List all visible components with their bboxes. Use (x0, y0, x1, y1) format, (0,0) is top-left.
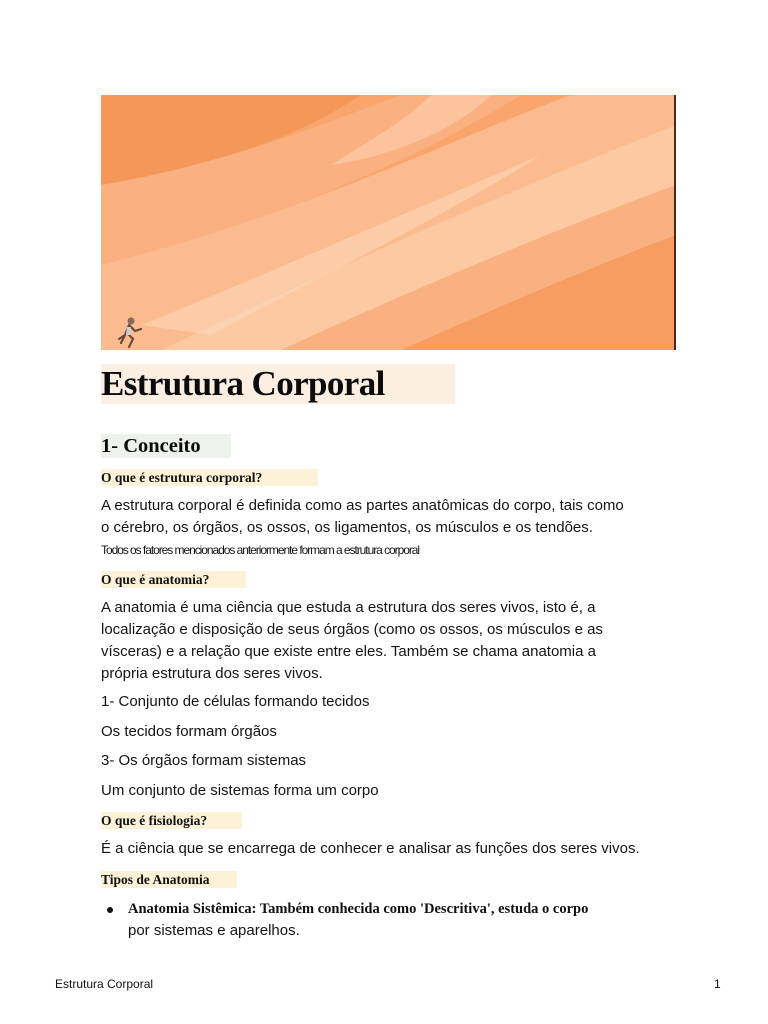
paragraph-line: A estrutura corporal é definida como as partes anatômicas do corpo, tais como (101, 497, 624, 514)
question-anatomia: O que é anatomia? (101, 571, 246, 588)
question-estrutura-corporal: O que é estrutura corporal? (101, 469, 318, 486)
bullet-item (101, 898, 661, 920)
bullet-dot-icon (107, 907, 113, 913)
paragraph-line: localização e disposição de seus órgãos (como os ossos, os músculos e as (101, 621, 603, 638)
list-line: Um conjunto de sistemas forma um corpo (101, 782, 379, 799)
header-banner-image (101, 95, 676, 350)
bullet-list (101, 898, 661, 942)
paragraph-line: própria estrutura dos seres vivos. (101, 665, 323, 682)
section-heading-highlight (101, 434, 231, 458)
bullet-item-continuation: por sistemas e aparelhos. (128, 922, 300, 939)
question-tipos-anatomia: Tipos de Anatomia (101, 871, 237, 888)
condensed-note: Todos os fatores mencionados anteriormente formam a estrutura corporal (101, 543, 420, 557)
list-line: 3- Os órgãos formam sistemas (101, 752, 307, 769)
footer-title: Estrutura Corporal (55, 977, 154, 991)
list-line: Os tecidos formam órgãos (101, 723, 277, 740)
paragraph-line: É a ciência que se encarrega de conhecer e analisar as funções dos seres vivos. (101, 840, 640, 857)
document-title: Estrutura Corporal (101, 364, 385, 403)
question-fisiologia: O que é fisiologia? (101, 812, 242, 829)
list-line: 1- Conjunto de células formando tecidos (101, 693, 370, 710)
paragraph-line: A anatomia é uma ciência que estuda a estrutura dos seres vivos, isto é, a (101, 599, 596, 616)
page-number: 1 (714, 977, 721, 991)
bullet-item-text: Anatomia Sistêmica: Também conhecida como 'Descritiva', estuda o corpo (128, 901, 589, 917)
paragraph-line: vísceras) e a relação que existe entre eles. Também se chama anatomia a (101, 643, 596, 660)
title-highlight (101, 364, 455, 404)
section-heading: 1- Conceito (101, 435, 201, 457)
paragraph-line: o cérebro, os órgãos, os ossos, os ligamentos, os músculos e os tendões. (101, 519, 593, 536)
